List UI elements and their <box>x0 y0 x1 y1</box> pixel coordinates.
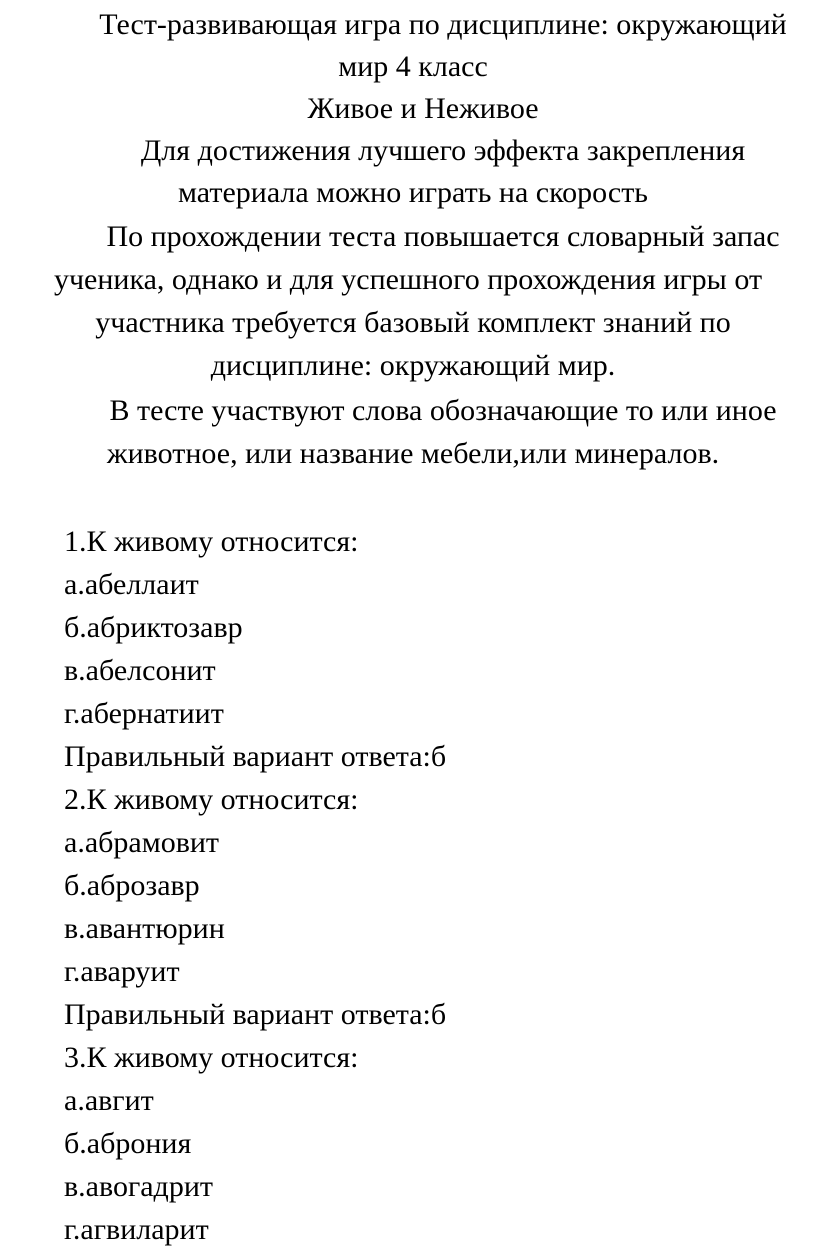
correct-answer: Правильный вариант ответа:б <box>64 740 447 773</box>
subtitle: Живое и Неживое <box>307 92 539 125</box>
question-text: 3.К живому относится: <box>64 1041 359 1074</box>
question-text: 1.К живому относится: <box>64 525 359 558</box>
description-line-2: ученика, однако и для успешного прохождения игры от <box>53 263 763 296</box>
answer-option: в.абелсонит <box>64 654 216 687</box>
answer-option: в.авогадрит <box>64 1170 213 1203</box>
answer-option: а.абеллаит <box>64 568 199 601</box>
answer-option: б.абриктозавр <box>64 611 243 644</box>
words-line-1: В тесте участвуют слова обозначающие то или иное <box>109 394 777 427</box>
note-line-1: Для достижения лучшего эффекта закрепления <box>140 134 746 167</box>
correct-answer: Правильный вариант ответа:б <box>64 998 447 1031</box>
description-line-3: участника требуется базовый комплект знаний по <box>95 306 731 339</box>
title-line-2: мир 4 класс <box>338 50 488 83</box>
answer-option: а.абрамовит <box>64 826 220 859</box>
words-line-2: животное, или название мебели,или минералов. <box>106 437 720 470</box>
answer-option: г.агвиларит <box>64 1213 209 1246</box>
answer-option: б.аброзавр <box>64 869 200 902</box>
answer-option: а.авгит <box>64 1084 154 1117</box>
answer-option: в.авантюрин <box>64 912 225 945</box>
answer-option: г.абернатиит <box>64 697 224 730</box>
answer-option: г.аваруит <box>64 955 180 988</box>
note-line-2: материала можно играть на скорость <box>178 176 648 209</box>
description-line-1: По прохождении теста повышается словарный запас <box>106 220 780 253</box>
answer-option: б.аброния <box>64 1127 192 1160</box>
title-line-1: Тест-развивающая игра по дисциплине: окружающий <box>99 8 787 41</box>
question-text: 2.К живому относится: <box>64 783 359 816</box>
description-line-4: дисциплине: окружающий мир. <box>210 349 616 382</box>
